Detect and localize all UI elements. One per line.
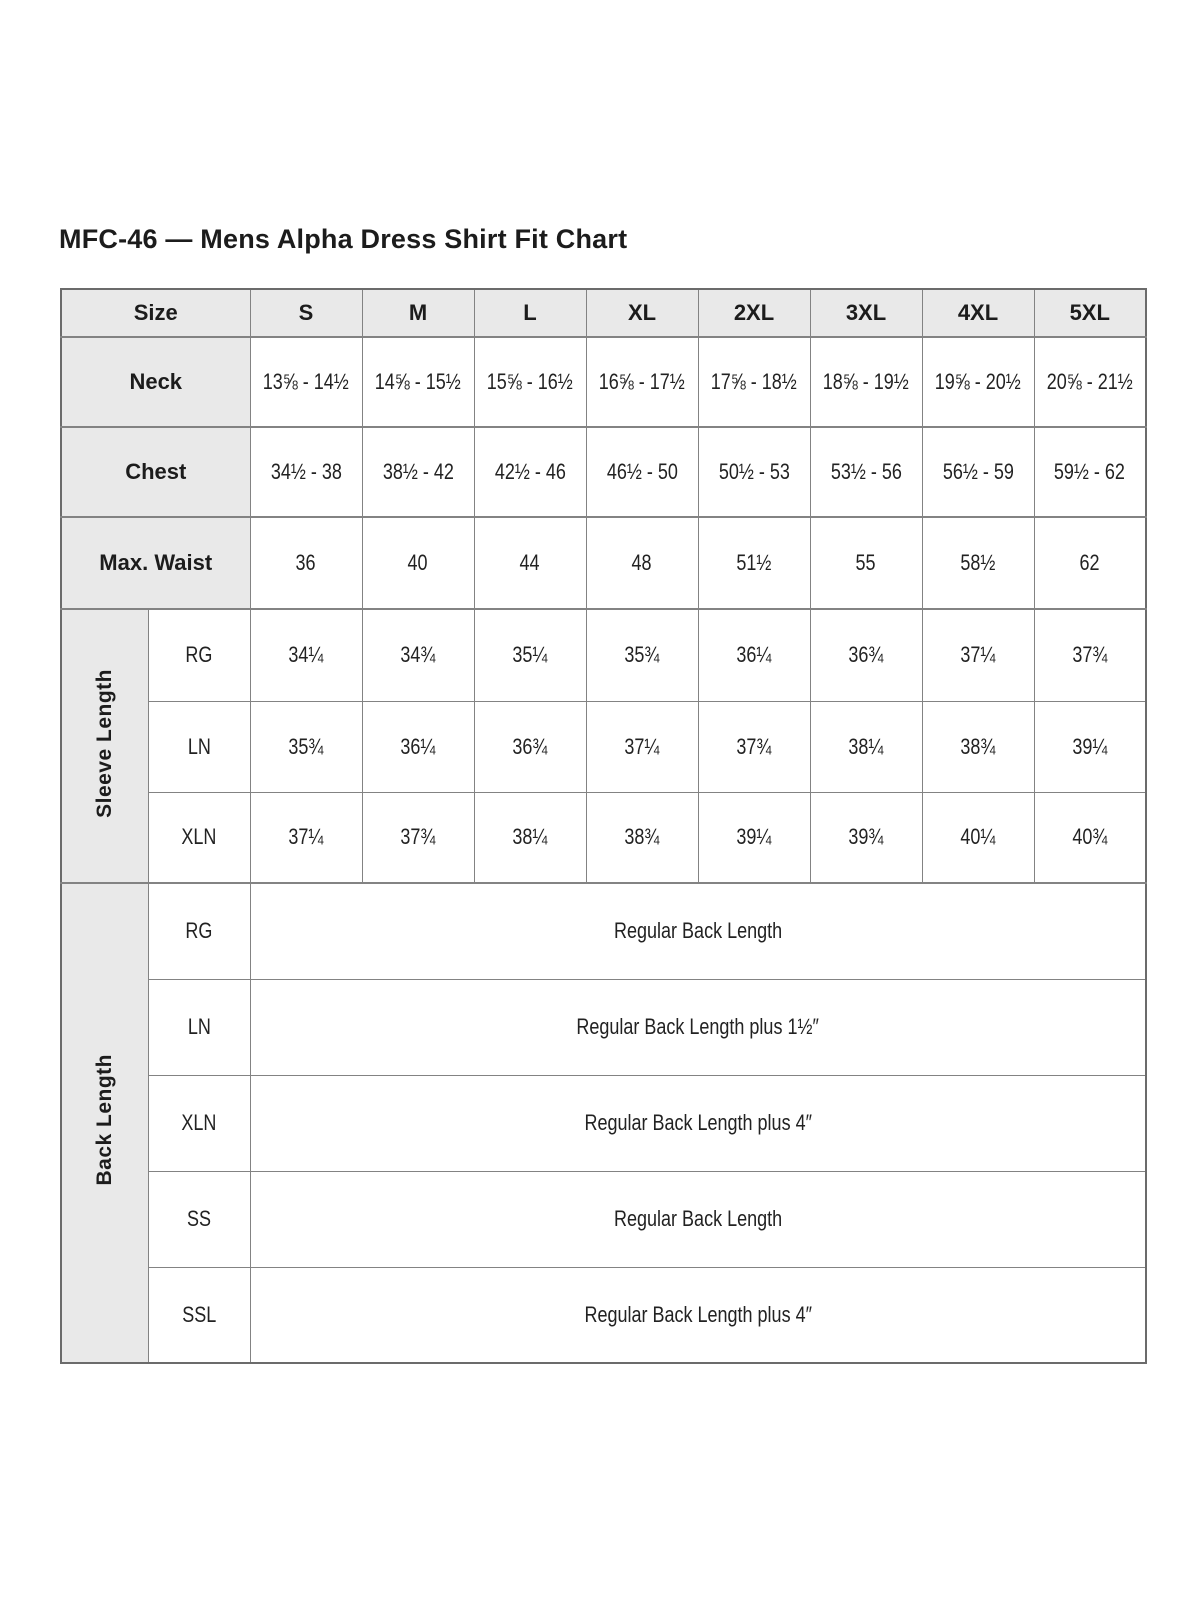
- table-row: [61, 701, 1146, 792]
- value-cell-text: 36: [295, 550, 317, 575]
- value-cell: [362, 609, 474, 701]
- value-cell: [586, 792, 698, 883]
- value-cell-text: 48: [631, 550, 653, 575]
- table-row: [61, 289, 1146, 337]
- back-length-desc-text: Regular Back Length: [613, 1206, 782, 1231]
- value-cell-text: 17⅝ - 18½: [710, 369, 798, 394]
- value-cell: [586, 517, 698, 609]
- value-cell-text: 53½ - 56: [830, 459, 902, 484]
- value-cell: [586, 337, 698, 427]
- value-cell: [474, 427, 586, 517]
- value-cell: [362, 427, 474, 517]
- value-cell-text: 15⅝ - 16½: [486, 369, 574, 394]
- back-row-label-ssl-text: SSL: [181, 1301, 217, 1327]
- table-row: [61, 1075, 1146, 1171]
- value-cell: [474, 517, 586, 609]
- value-cell: [922, 609, 1034, 701]
- value-cell: [922, 701, 1034, 792]
- value-cell-text: 44: [519, 550, 541, 575]
- value-cell: [362, 701, 474, 792]
- value-cell-text: 35¼: [512, 642, 548, 668]
- sleeve-row-label-ln-text: LN: [187, 733, 211, 759]
- value-cell: [474, 792, 586, 883]
- back-length-desc-text: Regular Back Length plus 4″: [583, 1301, 812, 1327]
- back-length-desc-text: Regular Back Length plus 4″: [583, 1110, 812, 1135]
- value-cell-text: 38¾: [960, 733, 996, 759]
- sleeve-length-label-text: Sleeve Length: [93, 668, 117, 818]
- value-cell-text: 35¾: [624, 642, 660, 668]
- value-cell: [1034, 792, 1146, 883]
- column-header-l: L: [474, 289, 586, 337]
- value-cell: [474, 609, 586, 701]
- value-cell-text: 38¾: [624, 824, 660, 850]
- value-cell-text: 55: [855, 550, 877, 575]
- value-cell: [250, 517, 362, 609]
- value-cell-text: 18⅝ - 19½: [822, 369, 910, 394]
- value-cell: [250, 792, 362, 883]
- value-cell-text: 14⅝ - 15½: [374, 369, 462, 394]
- value-cell-text: 20⅝ - 21½: [1046, 369, 1133, 394]
- sleeve-row-label-rg: [148, 609, 250, 701]
- back-row-label-ln-text: LN: [187, 1014, 211, 1039]
- back-length-desc: [250, 883, 1146, 979]
- value-cell: [698, 517, 810, 609]
- value-cell-text: 50½ - 53: [718, 459, 790, 484]
- table-row: [61, 1171, 1146, 1267]
- back-row-label-xln: [148, 1075, 250, 1171]
- value-cell-text: 13⅝ - 14½: [262, 369, 350, 394]
- value-cell: [1034, 427, 1146, 517]
- table-row: [61, 792, 1146, 883]
- value-cell: [586, 609, 698, 701]
- value-cell: [698, 337, 810, 427]
- value-cell-text: 19⅝ - 20½: [934, 369, 1022, 394]
- back-length-desc-text: Regular Back Length: [613, 918, 782, 944]
- back-length-desc: [250, 979, 1146, 1075]
- row-label-neck: Neck: [61, 337, 250, 427]
- value-cell: [698, 609, 810, 701]
- value-cell: [474, 337, 586, 427]
- back-length-section-label: [61, 883, 148, 1363]
- back-row-label-rg: [148, 883, 250, 979]
- back-length-desc: [250, 1267, 1146, 1363]
- value-cell-text: 36¾: [848, 642, 884, 668]
- sleeve-row-label-xln-text: XLN: [181, 824, 217, 850]
- value-cell-text: 34¼: [288, 642, 324, 668]
- back-length-desc: [250, 1171, 1146, 1267]
- sleeve-row-label-xln: [148, 792, 250, 883]
- sleeve-row-label-rg-text: RG: [185, 642, 213, 668]
- value-cell: [250, 337, 362, 427]
- value-cell-text: 38¼: [848, 733, 884, 759]
- value-cell: [1034, 517, 1146, 609]
- back-row-label-ssl: [148, 1267, 250, 1363]
- table-row: [61, 1267, 1146, 1363]
- value-cell-text: 42½ - 46: [494, 459, 566, 484]
- value-cell: [586, 701, 698, 792]
- back-row-label-ss-text: SS: [186, 1206, 211, 1231]
- table-row: [61, 427, 1146, 517]
- value-cell-text: 56½ - 59: [942, 459, 1014, 484]
- value-cell-text: 34¾: [400, 642, 436, 668]
- back-length-desc: [250, 1075, 1146, 1171]
- page-title: MFC-46 — Mens Alpha Dress Shirt Fit Chart: [59, 224, 628, 254]
- column-header-2xl: 2XL: [698, 289, 810, 337]
- back-row-label-ln: [148, 979, 250, 1075]
- size-header-cell: Size: [61, 289, 250, 337]
- back-row-label-xln-text: XLN: [181, 1110, 217, 1135]
- value-cell: [698, 427, 810, 517]
- back-length-desc-text: Regular Back Length plus 1½″: [576, 1014, 820, 1039]
- value-cell-text: 39¾: [848, 824, 884, 850]
- value-cell-text: 16⅝ - 17½: [598, 369, 686, 394]
- value-cell-text: 37¼: [288, 824, 324, 850]
- value-cell: [922, 792, 1034, 883]
- fit-chart-table: [60, 288, 1147, 1364]
- value-cell-text: 36¼: [736, 642, 772, 668]
- value-cell: [810, 517, 922, 609]
- value-cell-text: 40¾: [1072, 824, 1108, 850]
- value-cell: [922, 337, 1034, 427]
- table-row: [61, 517, 1146, 609]
- value-cell: [362, 337, 474, 427]
- value-cell-text: 35¾: [288, 733, 324, 759]
- value-cell: [362, 792, 474, 883]
- value-cell-text: 39¼: [736, 824, 772, 850]
- column-header-m: M: [362, 289, 474, 337]
- value-cell: [810, 337, 922, 427]
- value-cell-text: 38¼: [512, 824, 548, 850]
- back-row-label-ss: [148, 1171, 250, 1267]
- value-cell: [250, 427, 362, 517]
- value-cell: [922, 517, 1034, 609]
- column-header-xl: XL: [586, 289, 698, 337]
- column-header-4xl: 4XL: [922, 289, 1034, 337]
- column-header-3xl: 3XL: [810, 289, 922, 337]
- value-cell-text: 36¼: [400, 733, 436, 759]
- value-cell: [1034, 609, 1146, 701]
- value-cell-text: 34½ - 38: [270, 459, 342, 484]
- row-label-max-waist: Max. Waist: [61, 517, 250, 609]
- value-cell: [922, 427, 1034, 517]
- value-cell-text: 37¼: [624, 733, 660, 759]
- value-cell: [586, 427, 698, 517]
- value-cell: [250, 701, 362, 792]
- back-length-label-text: Back Length: [93, 1054, 117, 1186]
- value-cell-text: 37¾: [400, 824, 436, 850]
- value-cell: [474, 701, 586, 792]
- value-cell-text: 40: [407, 550, 429, 575]
- column-header-s: S: [250, 289, 362, 337]
- value-cell: [810, 609, 922, 701]
- value-cell-text: 59½ - 62: [1054, 459, 1126, 484]
- value-cell: [810, 427, 922, 517]
- value-cell: [1034, 701, 1146, 792]
- value-cell-text: 37¼: [960, 642, 996, 668]
- table-row: [61, 337, 1146, 427]
- value-cell-text: 37¾: [1072, 642, 1108, 668]
- value-cell-text: 37¾: [736, 733, 772, 759]
- table-row: [61, 609, 1146, 701]
- value-cell-text: 36¾: [512, 733, 548, 759]
- sleeve-row-label-ln: [148, 701, 250, 792]
- value-cell: [698, 792, 810, 883]
- value-cell-text: 51½: [736, 550, 772, 575]
- fit-chart-body: [61, 289, 1146, 1363]
- value-cell: [250, 609, 362, 701]
- table-row: [61, 979, 1146, 1075]
- value-cell: [362, 517, 474, 609]
- column-header-5xl: 5XL: [1034, 289, 1146, 337]
- value-cell: [810, 792, 922, 883]
- value-cell: [698, 701, 810, 792]
- value-cell-text: 38½ - 42: [382, 459, 454, 484]
- value-cell-text: 62: [1079, 550, 1100, 575]
- value-cell-text: 39¼: [1072, 733, 1108, 759]
- value-cell: [1034, 337, 1146, 427]
- value-cell: [810, 701, 922, 792]
- table-row: [61, 883, 1146, 979]
- value-cell-text: 40¼: [960, 824, 996, 850]
- value-cell-text: 58½: [960, 550, 996, 575]
- sleeve-length-section-label: [61, 609, 148, 883]
- value-cell-text: 46½ - 50: [606, 459, 678, 484]
- row-label-chest: Chest: [61, 427, 250, 517]
- back-row-label-rg-text: RG: [185, 918, 213, 944]
